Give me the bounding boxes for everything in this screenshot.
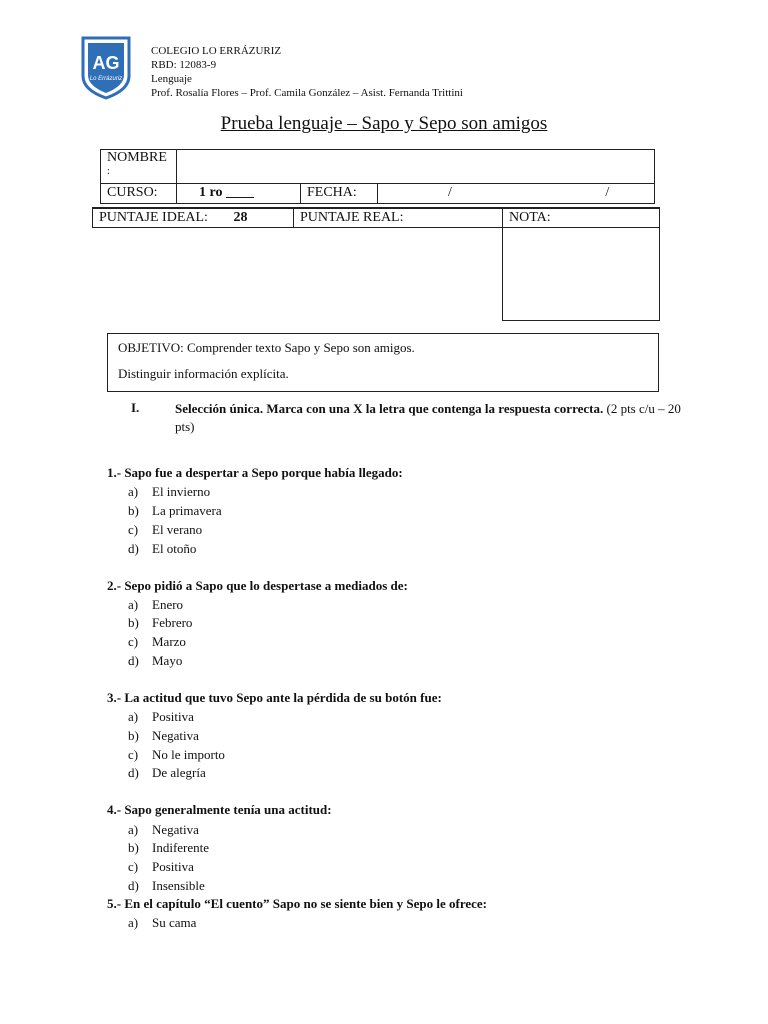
- nota-label: NOTA:: [503, 208, 660, 228]
- option[interactable]: d) El otoño: [128, 541, 197, 556]
- logo-initials: AG: [92, 53, 120, 73]
- objective-line-1: OBJETIVO: Comprender texto Sapo y Sepo son amigos.: [118, 340, 415, 355]
- nota-box[interactable]: [503, 228, 660, 321]
- question-3: 3.- La actitud que tuvo Sepo ante la pérdida de su botón fue:: [107, 690, 442, 705]
- teachers-line: Prof. Rosalía Flores – Prof. Camila González – Asist. Fernanda Trittini: [151, 87, 463, 99]
- option[interactable]: a) Positiva: [128, 709, 194, 724]
- curso-label: CURSO:: [101, 184, 177, 204]
- puntaje-real-cell: PUNTAJE REAL:: [294, 208, 503, 228]
- option[interactable]: b) La primavera: [128, 503, 222, 518]
- option[interactable]: d) De alegría: [128, 765, 206, 780]
- question-5: 5.- En el capítulo “El cuento” Sapo no se siente bien y Sepo le ofrece:: [107, 896, 488, 911]
- fecha-label: FECHA:: [301, 184, 378, 204]
- subject-name: Lenguaje: [151, 73, 192, 85]
- student-info-table: [100, 149, 655, 204]
- nombre-label: NOMBRE :: [101, 150, 177, 184]
- option[interactable]: c) Positiva: [128, 859, 194, 874]
- option[interactable]: b) Indiferente: [128, 840, 210, 855]
- question-1: 1.- Sapo fue a despertar a Sepo porque había llegado:: [107, 465, 403, 480]
- puntaje-ideal-cell: PUNTAJE IDEAL: 28: [93, 208, 294, 228]
- question-4: 4.- Sapo generalmente tenía una actitud:: [107, 802, 332, 817]
- question-2: 2.- Sepo pidió a Sapo que lo despertase a mediados de:: [107, 578, 408, 593]
- section-instructions: Selección única. Marca con una X la letra que contenga la respuesta correcta. (2 pts c/u – 20 pts): [175, 401, 681, 434]
- option[interactable]: a) Enero: [128, 597, 184, 612]
- option[interactable]: c) El verano: [128, 522, 203, 537]
- option[interactable]: a) Su cama: [128, 915, 197, 930]
- logo-text: Lo Errázuriz: [89, 76, 123, 82]
- option[interactable]: b) Negativa: [128, 728, 199, 743]
- section-number: I.: [131, 400, 140, 415]
- puntaje-ideal-value: 28: [233, 210, 248, 225]
- objective-line-2: Distinguir información explícita.: [118, 366, 289, 381]
- curso-value[interactable]: 1 ro ____: [177, 184, 301, 204]
- option[interactable]: a) El invierno: [128, 484, 211, 499]
- school-header: [151, 44, 463, 100]
- school-name: COLEGIO LO ERRÁZURIZ: [151, 45, 282, 57]
- objective-box: [107, 333, 659, 392]
- school-rbd: RBD: 12083-9: [151, 59, 217, 71]
- option[interactable]: b) Febrero: [128, 615, 193, 630]
- option[interactable]: d) Mayo: [128, 653, 183, 668]
- nombre-field[interactable]: [177, 150, 655, 184]
- option[interactable]: d) Insensible: [128, 878, 205, 893]
- fecha-field[interactable]: / /: [378, 184, 655, 204]
- page-title: Prueba lenguaje – Sapo y Sepo son amigos: [220, 113, 548, 134]
- option[interactable]: c) Marzo: [128, 634, 186, 649]
- score-table: [92, 207, 660, 321]
- option[interactable]: c) No le importo: [128, 747, 225, 762]
- option[interactable]: a) Negativa: [128, 822, 199, 837]
- school-logo: [80, 32, 132, 100]
